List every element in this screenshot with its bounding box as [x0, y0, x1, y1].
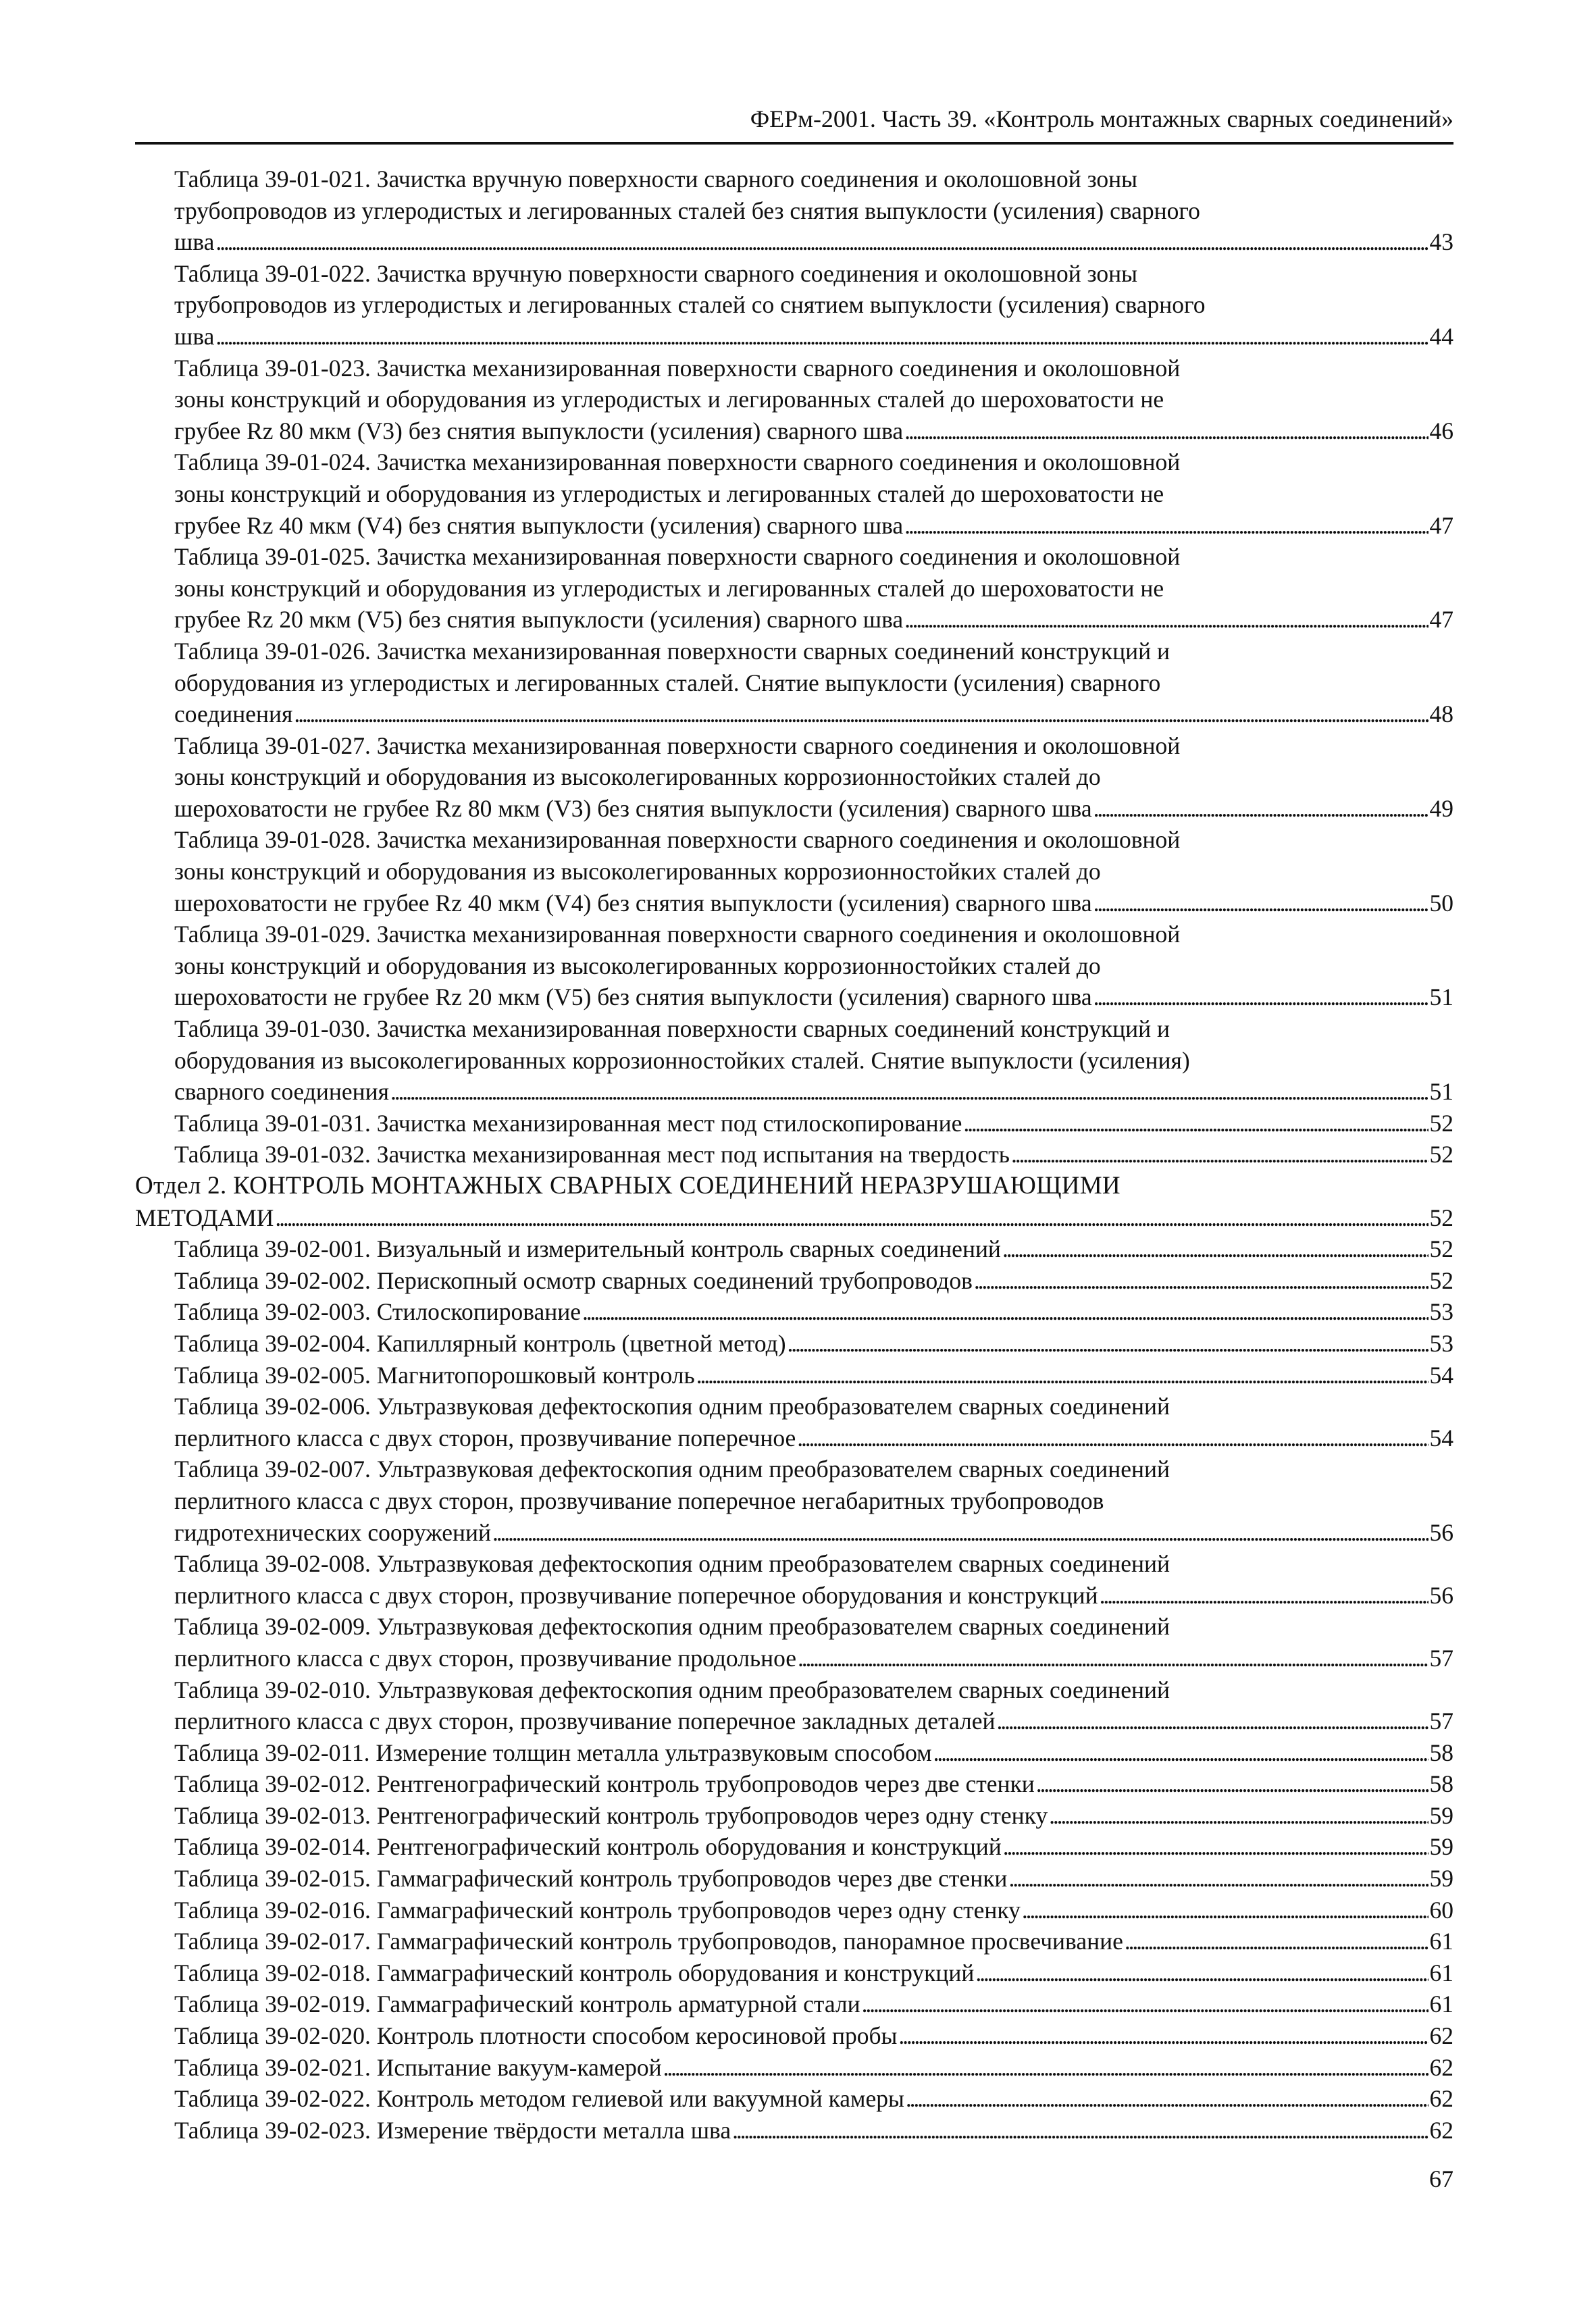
toc-page-number: 56 — [1429, 1581, 1453, 1609]
toc-entry-line — [174, 2115, 1453, 2146]
toc-entry-text: Таблица 39-02-014. Рентгенографический контроль оборудования и конструкций — [174, 1833, 1002, 1861]
dot-leader — [1093, 793, 1428, 825]
header-rule — [135, 142, 1453, 145]
toc-page-number: 53 — [1429, 1298, 1453, 1326]
dot-leader — [906, 2083, 1428, 2115]
toc-entry-line — [135, 1202, 1453, 1234]
toc-page-number: 48 — [1429, 700, 1453, 728]
toc-entry-text: перлитного класса с двух сторон, прозвучивание продольное — [174, 1644, 797, 1672]
toc-entry[interactable] — [135, 1108, 1453, 1139]
toc-page-number: 59 — [1429, 1865, 1453, 1893]
toc-page-number: 54 — [1429, 1424, 1453, 1451]
dot-leader — [663, 2052, 1428, 2084]
dot-leader — [732, 2115, 1428, 2146]
dot-leader — [1008, 1863, 1428, 1895]
toc-entry[interactable] — [135, 446, 1453, 541]
page-number: 67 — [1429, 2165, 1453, 2192]
toc-entry-line — [174, 1926, 1453, 1957]
toc-entry[interactable] — [135, 1233, 1453, 1265]
dot-leader — [1036, 1768, 1428, 1800]
toc-entry-text: грубее Rz 40 мкм (V4) без снятия выпуклости (усиления) сварного шва — [174, 511, 904, 539]
toc-entry-line: Таблица 39-01-030. Зачистка механизированная поверхности сварных соединений конструкций и — [174, 1015, 1170, 1043]
toc-entry-line: Таблица 39-01-029. Зачистка механизированная поверхности сварного соединения и околошовной — [174, 921, 1181, 948]
toc-entry-line — [174, 1863, 1453, 1895]
toc-entry-text: шероховатости не грубее Rz 40 мкм (V4) без снятия выпуклости (усиления) сварного шва — [174, 889, 1092, 917]
toc-entry-line: Таблица 39-01-025. Зачистка механизированная поверхности сварного соединения и околошовной — [174, 543, 1181, 571]
toc-entry-text: шва — [174, 322, 215, 350]
toc-entry-text: шероховатости не грубее Rz 20 мкм (V5) без снятия выпуклости (усиления) сварного шва — [174, 983, 1092, 1011]
toc-entry-line: перлитного класса с двух сторон, прозвучивание поперечное негабаритных трубопроводов — [174, 1487, 1104, 1514]
toc-entry[interactable] — [135, 541, 1453, 636]
toc-entry-text: шероховатости не грубее Rz 80 мкм (V3) без снятия выпуклости (усиления) сварного шва — [174, 794, 1092, 822]
toc-entry-text: МЕТОДАМИ — [135, 1204, 274, 1231]
dot-leader — [1093, 981, 1428, 1013]
dot-leader — [215, 226, 1428, 258]
toc-entry-line — [174, 2083, 1453, 2115]
toc-entry-line — [174, 2020, 1453, 2052]
toc-page-number: 52 — [1429, 1235, 1453, 1263]
toc-entry[interactable] — [135, 1926, 1453, 1957]
toc-entry-line — [174, 1957, 1453, 1989]
toc-page-number: 53 — [1429, 1329, 1453, 1357]
toc-entry[interactable] — [135, 824, 1453, 919]
dot-leader — [696, 1360, 1428, 1391]
toc-entry[interactable] — [135, 1013, 1453, 1108]
toc-entry-line: Таблица 39-02-006. Ультразвуковая дефектоскопия одним преобразователем сварных соединений — [174, 1393, 1170, 1420]
toc-page-number: 44 — [1429, 322, 1453, 350]
toc-entry-text: грубее Rz 80 мкм (V3) без снятия выпуклости (усиления) сварного шва — [174, 417, 904, 444]
dot-leader — [1003, 1831, 1428, 1863]
toc-entry-text: перлитного класса с двух сторон, прозвучивание поперечное оборудования и конструкций — [174, 1581, 1098, 1609]
toc-entry-line — [174, 415, 1453, 447]
toc-entry[interactable] — [135, 730, 1453, 825]
toc-entry[interactable] — [135, 1674, 1453, 1737]
toc-entry-text: Таблица 39-02-002. Перископный осмотр сварных соединений трубопроводов — [174, 1266, 973, 1294]
toc-entry-text: Таблица 39-02-023. Измерение твёрдости металла шва — [174, 2116, 731, 2144]
dot-leader — [1049, 1800, 1428, 1832]
toc-entry-line: оборудования из углеродистых и легированных сталей. Снятие выпуклости (усиления) сварного — [174, 669, 1161, 696]
toc-entry-line — [174, 604, 1453, 636]
toc-entry[interactable] — [135, 1831, 1453, 1863]
toc-entry-line: Таблица 39-01-028. Зачистка механизированная поверхности сварного соединения и околошовной — [174, 826, 1181, 854]
toc-page-number: 59 — [1429, 1801, 1453, 1829]
toc-entry-line — [174, 981, 1453, 1013]
toc-entry-text: Таблица 39-01-032. Зачистка механизированная мест под испытания на твердость — [174, 1141, 1010, 1168]
toc-entry[interactable] — [135, 353, 1453, 447]
dot-leader — [904, 510, 1428, 542]
toc-entry-text: Таблица 39-02-004. Капиллярный контроль (цветной метод) — [174, 1329, 786, 1357]
toc-entry[interactable] — [135, 1737, 1453, 1769]
toc-entry-line: трубопроводов из углеродистых и легированных сталей со снятием выпуклости (усиления) сварного — [174, 291, 1206, 319]
dot-leader — [390, 1076, 1428, 1108]
toc-entry-line — [174, 1895, 1453, 1926]
toc-entry[interactable] — [135, 1548, 1453, 1611]
toc-entry-line: Отдел 2. КОНТРОЛЬ МОНТАЖНЫХ СВАРНЫХ СОЕДИНЕНИЙ НЕРАЗРУШАЮЩИМИ — [135, 1172, 1121, 1200]
toc-entry-line: зоны конструкций и оборудования из высоколегированных коррозионностойких сталей до — [174, 858, 1101, 885]
toc-entry-line: зоны конструкций и оборудования из углеродистых и легированных сталей до шероховатости не — [174, 386, 1164, 413]
toc-entry-line — [174, 1233, 1453, 1265]
toc-entry[interactable] — [135, 258, 1453, 353]
toc-page-number: 50 — [1429, 889, 1453, 917]
toc-entry-text: Таблица 39-02-013. Рентгенографический контроль трубопроводов через одну стенку — [174, 1801, 1048, 1829]
dot-leader — [1100, 1580, 1428, 1612]
dot-leader — [1002, 1233, 1428, 1265]
toc-entry-line — [174, 1422, 1453, 1454]
dot-leader — [862, 1988, 1428, 2020]
toc-page-number: 61 — [1429, 1990, 1453, 2018]
toc-entry-line — [174, 888, 1453, 919]
toc-entry-line — [174, 1076, 1453, 1108]
toc-entry-text: Таблица 39-02-003. Стилоскопирование — [174, 1298, 582, 1326]
table-of-contents — [135, 163, 1453, 2146]
toc-entry-line: Таблица 39-01-026. Зачистка механизированная поверхности сварных соединений конструкций и — [174, 637, 1170, 665]
toc-entry-text: Таблица 39-02-001. Визуальный и измерительный контроль сварных соединений — [174, 1235, 1001, 1263]
toc-entry-line: Таблица 39-01-023. Зачистка механизированная поверхности сварного соединения и околошовной — [174, 354, 1181, 382]
toc-entry-line: зоны конструкций и оборудования из углеродистых и легированных сталей до шероховатости не — [174, 574, 1164, 602]
toc-entry-text: Таблица 39-02-022. Контроль методом гелиевой или вакуумной камеры — [174, 2085, 904, 2113]
toc-entry-text: Таблица 39-02-011. Измерение толщин металла ультразвуковым способом — [174, 1739, 932, 1766]
toc-entry[interactable] — [135, 1988, 1453, 2020]
toc-entry-line: оборудования из высоколегированных коррозионностойких сталей. Снятие выпуклости (усиления) — [174, 1046, 1190, 1074]
toc-entry[interactable] — [135, 1454, 1453, 1548]
toc-entry-line — [174, 1988, 1453, 2020]
toc-entry[interactable] — [135, 1328, 1453, 1360]
running-header: ФЕРм-2001. Часть 39. «Контроль монтажных сварных соединений» — [750, 105, 1453, 132]
toc-entry-text: сварного соединения — [174, 1078, 389, 1106]
toc-entry-line — [174, 1831, 1453, 1863]
toc-entry-line — [174, 1139, 1453, 1171]
toc-entry-line: Таблица 39-01-024. Зачистка механизированная поверхности сварного соединения и околошовной — [174, 448, 1181, 476]
dot-leader — [798, 1643, 1428, 1674]
toc-entry-text: Таблица 39-01-031. Зачистка механизированная мест под стилоскопирование — [174, 1109, 962, 1137]
toc-entry-line: Таблица 39-02-009. Ультразвуковая дефектоскопия одним преобразователем сварных соединений — [174, 1613, 1170, 1641]
toc-entry[interactable] — [135, 1800, 1453, 1832]
toc-entry[interactable] — [135, 1265, 1453, 1297]
toc-entry[interactable] — [135, 2083, 1453, 2115]
toc-entry-line: зоны конструкций и оборудования из высоколегированных коррозионностойких сталей до — [174, 763, 1101, 791]
dot-leader — [898, 2020, 1428, 2052]
toc-page-number: 43 — [1429, 228, 1453, 256]
toc-entry-text: Таблица 39-02-015. Гаммаграфический контроль трубопроводов через две стенки — [174, 1865, 1008, 1893]
toc-entry-text: соединения — [174, 700, 293, 728]
toc-entry-line: Таблица 39-01-021. Зачистка вручную поверхности сварного соединения и околошовной зоны — [174, 165, 1137, 192]
toc-entry[interactable] — [135, 1139, 1453, 1171]
toc-entry-line — [174, 1296, 1453, 1328]
toc-entry-line: Таблица 39-02-007. Ультразвуковая дефектоскопия одним преобразователем сварных соединений — [174, 1456, 1170, 1483]
toc-page-number: 62 — [1429, 2053, 1453, 2081]
toc-entry-text: Таблица 39-02-016. Гаммаграфический контроль трубопроводов через одну стенку — [174, 1896, 1021, 1924]
toc-entry-text: Таблица 39-02-005. Магнитопорошковый контроль — [174, 1361, 695, 1389]
toc-entry-line — [174, 1580, 1453, 1612]
toc-entry-line — [174, 2052, 1453, 2084]
toc-entry-text: Таблица 39-02-021. Испытание вакуум-камерой — [174, 2053, 662, 2081]
toc-entry-line: Таблица 39-01-022. Зачистка вручную поверхности сварного соединения и околошовной зоны — [174, 259, 1137, 287]
dot-leader — [788, 1328, 1428, 1360]
toc-entry[interactable] — [135, 2052, 1453, 2084]
toc-entry-line: зоны конструкций и оборудования из высоколегированных коррозионностойких сталей до — [174, 952, 1101, 979]
toc-entry-line: зоны конструкций и оборудования из углеродистых и легированных сталей до шероховатости не — [174, 480, 1164, 507]
toc-entry-text: грубее Rz 20 мкм (V5) без снятия выпуклости (усиления) сварного шва — [174, 606, 904, 634]
toc-page-number: 47 — [1429, 511, 1453, 539]
toc-entry-text: Таблица 39-02-017. Гаммаграфический контроль трубопроводов, панорамное просвечивание — [174, 1928, 1123, 1955]
toc-page-number: 58 — [1429, 1770, 1453, 1798]
toc-entry-line: трубопроводов из углеродистых и легированных сталей без снятия выпуклости (усиления) сварного — [174, 197, 1200, 224]
toc-page-number: 57 — [1429, 1644, 1453, 1672]
toc-page-number: 61 — [1429, 1959, 1453, 1986]
toc-page-number: 52 — [1429, 1266, 1453, 1294]
dot-leader — [904, 604, 1428, 636]
toc-entry-text: Таблица 39-02-019. Гаммаграфический контроль арматурной стали — [174, 1990, 860, 2018]
toc-entry[interactable] — [135, 1768, 1453, 1800]
dot-leader — [1011, 1139, 1428, 1171]
toc-page-number: 58 — [1429, 1739, 1453, 1766]
toc-entry-text: гидротехнических сооружений — [174, 1518, 491, 1546]
toc-page-number: 62 — [1429, 2116, 1453, 2144]
toc-page-number: 57 — [1429, 1707, 1453, 1735]
toc-page-number: 59 — [1429, 1833, 1453, 1861]
toc-page-number: 52 — [1429, 1141, 1453, 1168]
dot-leader — [963, 1108, 1428, 1139]
toc-page-number: 51 — [1429, 1078, 1453, 1106]
toc-entry-text: Таблица 39-02-012. Рентгенографический контроль трубопроводов через две стенки — [174, 1770, 1035, 1798]
dot-leader — [933, 1737, 1428, 1769]
dot-leader — [1093, 888, 1428, 919]
toc-entry[interactable] — [135, 1895, 1453, 1926]
toc-entry-line — [174, 1108, 1453, 1139]
toc-page-number: 56 — [1429, 1518, 1453, 1546]
toc-page-number: 51 — [1429, 983, 1453, 1011]
toc-entry-line — [174, 1360, 1453, 1391]
dot-leader — [975, 1957, 1428, 1989]
dot-leader — [904, 415, 1428, 447]
toc-entry-line — [174, 1517, 1453, 1549]
toc-page-number: 46 — [1429, 417, 1453, 444]
toc-entry[interactable] — [135, 1391, 1453, 1454]
dot-leader — [582, 1296, 1428, 1328]
dot-leader — [1125, 1926, 1428, 1957]
toc-entry-line: Таблица 39-01-027. Зачистка механизированная поверхности сварного соединения и околошовной — [174, 731, 1181, 759]
toc-entry[interactable] — [135, 636, 1453, 730]
toc-entry-text: перлитного класса с двух сторон, прозвучивание поперечное закладных деталей — [174, 1707, 996, 1735]
dot-leader — [294, 698, 1428, 730]
toc-entry[interactable] — [135, 1360, 1453, 1391]
toc-entry[interactable] — [135, 1957, 1453, 1989]
toc-entry[interactable] — [135, 163, 1453, 258]
dot-leader — [797, 1422, 1428, 1454]
toc-entry-line — [174, 1800, 1453, 1832]
toc-entry[interactable] — [135, 919, 1453, 1013]
toc-entry-line — [174, 1705, 1453, 1737]
toc-entry[interactable] — [135, 2115, 1453, 2146]
toc-entry-line — [174, 510, 1453, 542]
toc-entry-line — [174, 1737, 1453, 1769]
dot-leader — [974, 1265, 1428, 1297]
toc-entry-text: Таблица 39-02-020. Контроль плотности способом керосиновой пробы — [174, 2022, 898, 2050]
toc-entry[interactable] — [135, 2020, 1453, 2052]
toc-page-number: 47 — [1429, 606, 1453, 634]
toc-section-entry[interactable] — [135, 1171, 1453, 1233]
dot-leader — [215, 321, 1428, 353]
toc-entry[interactable] — [135, 1611, 1453, 1674]
toc-entry-text: шва — [174, 228, 215, 256]
toc-entry-text: Таблица 39-02-018. Гаммаграфический контроль оборудования и конструкций — [174, 1959, 975, 1986]
toc-page-number: 49 — [1429, 794, 1453, 822]
toc-entry-line — [174, 698, 1453, 730]
dot-leader — [492, 1517, 1428, 1549]
toc-entry[interactable] — [135, 1296, 1453, 1328]
toc-entry-line: Таблица 39-02-008. Ультразвуковая дефектоскопия одним преобразователем сварных соединений — [174, 1550, 1170, 1578]
toc-page-number: 60 — [1429, 1896, 1453, 1924]
toc-page-number: 61 — [1429, 1928, 1453, 1955]
toc-entry[interactable] — [135, 1863, 1453, 1895]
toc-page-number: 62 — [1429, 2022, 1453, 2050]
toc-entry-line — [174, 1643, 1453, 1674]
toc-page-number: 52 — [1429, 1109, 1453, 1137]
toc-page-number: 62 — [1429, 2085, 1453, 2113]
toc-page-number: 52 — [1429, 1204, 1453, 1231]
toc-entry-line — [174, 1328, 1453, 1360]
toc-entry-line — [174, 1265, 1453, 1297]
toc-entry-line — [174, 793, 1453, 825]
toc-entry-text: перлитного класса с двух сторон, прозвучивание поперечное — [174, 1424, 796, 1451]
dot-leader — [1022, 1895, 1428, 1926]
toc-entry-line: Таблица 39-02-010. Ультразвуковая дефектоскопия одним преобразователем сварных соединений — [174, 1676, 1170, 1703]
toc-entry-line — [174, 226, 1453, 258]
dot-leader — [997, 1705, 1428, 1737]
dot-leader — [275, 1202, 1428, 1234]
toc-entry-line — [174, 1768, 1453, 1800]
toc-entry-line — [174, 321, 1453, 353]
toc-page-number: 54 — [1429, 1361, 1453, 1389]
